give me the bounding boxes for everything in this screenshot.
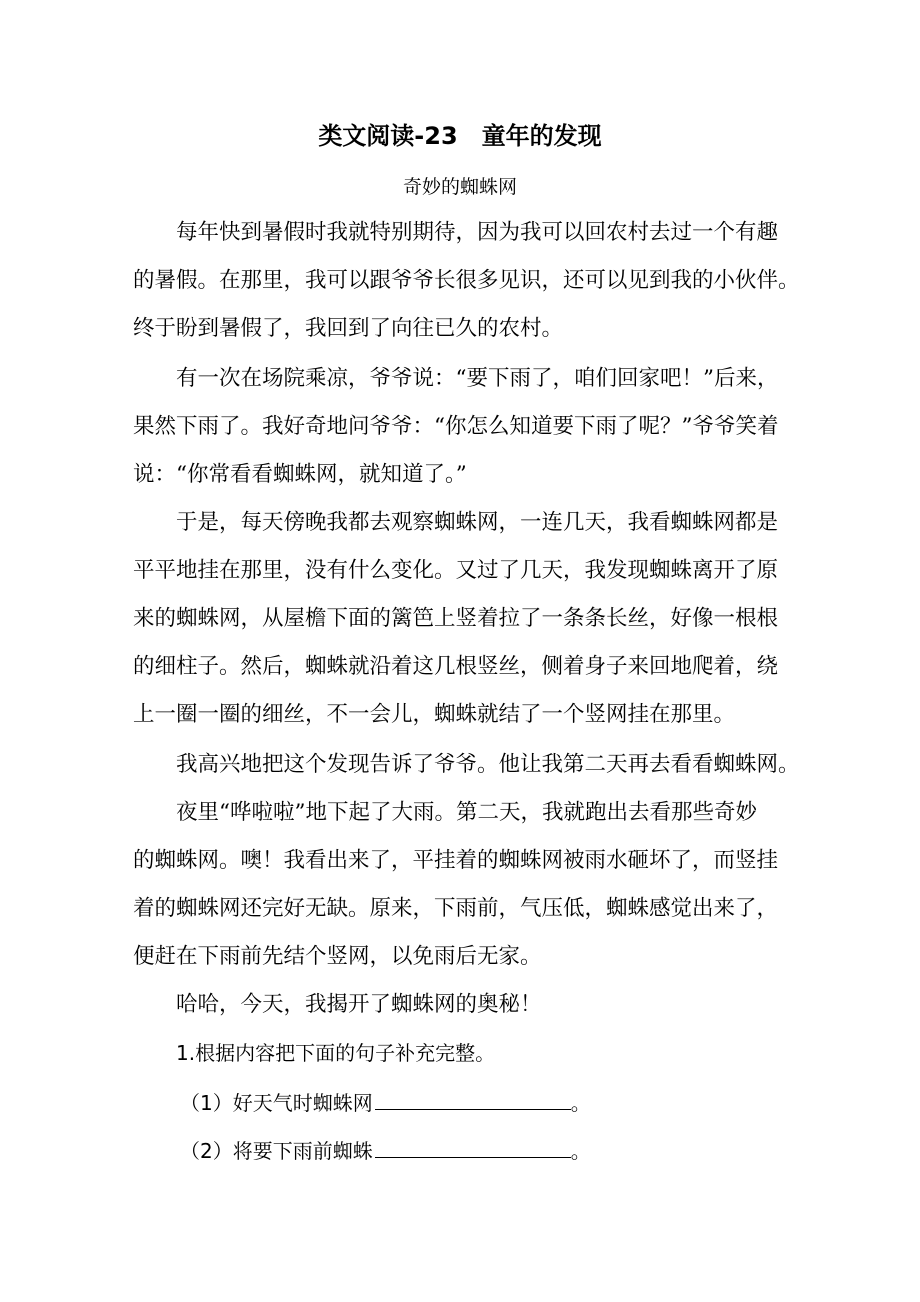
paragraph-line: 果然下雨了。我好奇地问爷爷：“你怎么知道要下雨了呢？”爷爷笑着 [133,414,779,439]
paragraph-line: 来的蜘蛛网，从屋檐下面的篱笆上竖着拉了一条条长丝，好像一根根 [133,606,779,631]
paragraph-line: 着的蜘蛛网还完好无缺。原来，下雨前，气压低，蜘蛛感觉出来了， [133,896,779,921]
paragraph-line: 便赶在下雨前先结个竖网，以免雨后无家。 [133,944,542,969]
paragraph-line: 的暑假。在那里，我可以跟爷爷长很多见识，还可以见到我的小伙伴。 [133,268,800,293]
article-subtitle: 奇妙的蜘蛛网 [402,176,517,198]
paragraph-line: 的细柱子。然后，蜘蛛就沿着这几根竖丝，侧着身子来回地爬着，绕 [133,654,779,679]
question-prompt: 1.根据内容把下面的句子补充完整。 [176,1041,496,1065]
document-title: 类文阅读-23 童年的发现 [318,122,602,150]
question-item [180,1136,840,1166]
paragraph-line: 我高兴地把这个发现告诉了爷爷。他让我第二天再去看看蜘蛛网。 [176,752,800,777]
question-item-text: （2）将要下雨前蜘蛛 [180,1139,373,1163]
question-item [180,1088,840,1118]
answer-blank[interactable] [375,1089,571,1110]
question-item-end: 。 [570,1091,591,1115]
answer-blank[interactable] [375,1137,571,1158]
paragraph-line: 的蜘蛛网。噢！我看出来了，平挂着的蜘蛛网被雨水砸坏了，而竖挂 [133,848,779,873]
paragraph-line: 每年快到暑假时我就特别期待，因为我可以回农村去过一个有趣 [176,220,779,245]
paragraph-line: 终于盼到暑假了，我回到了向往已久的农村。 [133,316,564,341]
paragraph-line: 夜里“哗啦啦”地下起了大雨。第二天，我就跑出去看那些奇妙 [176,800,757,825]
question-item-text: （1）好天气时蜘蛛网 [180,1091,373,1115]
question-item-end: 。 [570,1139,591,1163]
paragraph-line: 上一圈一圈的细丝，不一会儿，蜘蛛就结了一个竖网挂在那里。 [133,702,736,727]
paragraph-line: 说：“你常看看蜘蛛网，就知道了。” [133,462,467,487]
paragraph-line: 于是，每天傍晚我都去观察蜘蛛网，一连几天，我看蜘蛛网都是 [176,510,779,535]
paragraph-line: 哈哈，今天，我揭开了蜘蛛网的奥秘！ [176,992,542,1017]
paragraph-line: 有一次在场院乘凉，爷爷说：“要下雨了，咱们回家吧！”后来， [176,366,779,391]
paragraph-line: 平平地挂在那里，没有什么变化。又过了几天，我发现蜘蛛离开了原 [133,558,779,583]
